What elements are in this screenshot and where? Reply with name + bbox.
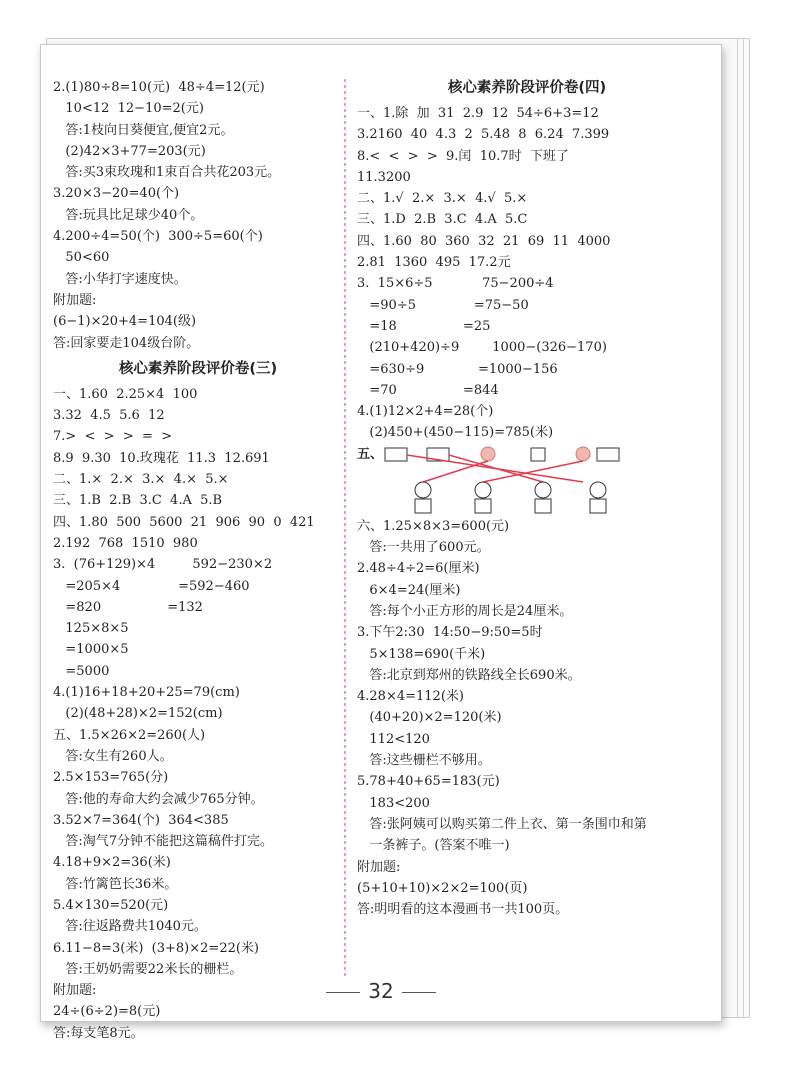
matching-diagram [357, 444, 697, 516]
answer-line: (2)(48+28)×2=152(cm) [53, 706, 223, 722]
answer-line: =820 =132 [53, 599, 203, 615]
matching-lines [383, 444, 643, 516]
answer-line: 8.9 9.30 10.玫瑰花 11.3 12.691 [53, 450, 270, 466]
column-divider [343, 79, 347, 979]
answer-line: (210+420)÷9 1000−(326−170) [357, 340, 607, 356]
answer-line: 答:他的寿命大约会减少765分钟。 [53, 791, 264, 807]
page-number: 32 [368, 979, 394, 1003]
page-number-footer [41, 979, 721, 1003]
answer-line: 2.5×153=765(分) [53, 770, 169, 786]
answer-line: 答:每个小正方形的周长是24厘米。 [357, 603, 573, 619]
answer-line: 附加题: [53, 292, 97, 308]
answer-line: 5×138=690(千米) [357, 646, 486, 662]
exam-title-3: 核心素养阶段评价卷(三) [118, 360, 278, 377]
answer-line: 183<200 [357, 795, 430, 811]
answer-line: 50<60 [53, 250, 110, 266]
answer-line: 答:淘气7分钟不能把这篇稿件打完。 [53, 834, 274, 850]
child-figure-2 [475, 482, 491, 513]
answer-line: 三、1.D 2.B 3.C 4.A 5.C [357, 212, 528, 228]
answer-line: =1000×5 [53, 642, 129, 658]
answer-line: 三、1.B 2.B 3.C 4.A 5.B [53, 493, 223, 509]
left-bottom-lines [53, 384, 343, 1044]
answer-line: 6.11−8=3(米) (3+8)×2=22(米) [53, 940, 260, 956]
answer-line: 答:回家要走104级台阶。 [53, 335, 200, 351]
answer-line: (2)450+(450−115)=785(米) [357, 425, 554, 441]
left-column [53, 77, 343, 1044]
answer-line: 11.3200 [357, 169, 411, 185]
answer-line: 2.81 1360 495 17.2元 [357, 255, 511, 271]
answer-line: 112<120 [357, 731, 430, 747]
answer-line: 6×4=24(厘米) [357, 582, 461, 598]
answer-line: 附加题: [53, 983, 97, 999]
answer-line: 答:一共用了600元。 [357, 540, 490, 556]
right-lines-a [357, 103, 697, 444]
child-figure-4 [590, 482, 606, 513]
answer-line: 125×8×5 [53, 621, 129, 637]
answer-line: 2.48÷4÷2=6(厘米) [357, 561, 480, 577]
answer-line: 4.18+9×2=36(米) [53, 855, 171, 871]
answer-line: 3.2160 40 4.3 2 5.48 8 6.24 7.399 [357, 127, 610, 143]
answer-line: 答:往返路费共1040元。 [53, 919, 207, 935]
answer-line: 答:小华打字速度快。 [53, 271, 187, 287]
answer-line: 7.> < > > = > [53, 429, 173, 445]
answer-line: 四、1.60 80 360 32 21 69 11 4000 [357, 233, 611, 249]
answer-line: (5+10+10)×2×2=100(页) [357, 880, 528, 896]
child-figure-1 [415, 482, 431, 513]
answer-line: 答:玩具比足球少40个。 [53, 207, 204, 223]
answer-line: (2)42×3+77=203(元) [53, 143, 206, 159]
answer-line: =205×4 =592−460 [53, 578, 250, 594]
answer-line: 答:这些栅栏不够用。 [357, 753, 491, 769]
section5-label: 五、 [357, 446, 384, 462]
answer-line: 5.4×130=520(元) [53, 897, 169, 913]
answer-line: 答:张阿姨可以购买第二件上衣、第一条围巾和第 [357, 816, 647, 832]
child-figure-3 [535, 482, 551, 513]
answer-line: 3.20×3−20=40(个) [53, 186, 180, 202]
answer-line: =70 =844 [357, 382, 499, 398]
answer-line: 3.32 4.5 5.6 12 [53, 408, 165, 424]
answer-line: (40+20)×2=120(米) [357, 710, 502, 726]
exam-title-4: 核心素养阶段评价卷(四) [447, 80, 607, 96]
answer-line: 5.78+40+65=183(元) [357, 774, 500, 790]
answer-line: 二、1.× 2.× 3.× 4.× 5.× [53, 472, 229, 488]
answer-line: 3.52×7=364(个) 364<385 [53, 812, 229, 828]
answer-line: 四、1.80 500 5600 21 906 90 0 421 [53, 514, 315, 530]
answer-line: 2.192 768 1510 980 [53, 535, 198, 551]
answer-line: 2.(1)80÷8=10(元) 48÷4=12(元) [53, 80, 265, 95]
answer-line: =90÷5 =75−50 [357, 297, 529, 313]
answer-line: 答:女生有260人。 [53, 748, 173, 764]
answer-line: 答:竹篱笆长36米。 [53, 876, 178, 892]
answer-line: =630÷9 =1000−156 [357, 361, 558, 377]
answer-line: 4.200÷4=50(个) 300÷5=60(个) [53, 229, 263, 245]
answer-line: 六、1.25×8×3=600(元) [357, 518, 510, 534]
answer-line: 二、1.√ 2.× 3.× 4.√ 5.× [357, 191, 528, 207]
answer-line: 24÷(6÷2)=8(元) [53, 1004, 161, 1020]
footer-dash-left [326, 992, 360, 993]
answer-line: 一、1.除 加 31 2.9 12 54÷6+3=12 [357, 106, 599, 121]
left-top-lines [53, 77, 343, 354]
answer-line: 答:北京到郑州的铁路线全长690米。 [357, 667, 581, 683]
answer-line: 一、1.60 2.25×4 100 [53, 386, 198, 402]
answer-line: =18 =25 [357, 318, 491, 334]
right-column [357, 73, 697, 920]
answer-line: 3. (76+129)×4 592−230×2 [53, 557, 273, 573]
answer-line: (6−1)×20+4=104(级) [53, 314, 197, 330]
answer-line: 五、1.5×26×2=260(人) [53, 727, 206, 743]
answer-line: 3. 15×6÷5 75−200÷4 [357, 276, 554, 292]
answer-line: 10<12 12−10=2(元) [53, 101, 204, 117]
answer-page [40, 44, 722, 1041]
answer-line: 3.下午2:30 14:50−9:50=5时 [357, 625, 543, 641]
right-lines-b [357, 516, 697, 921]
answer-line: 答:明明看的这本漫画书一共100页。 [357, 902, 569, 918]
answer-line: 4.(1)16+18+20+25=79(cm) [53, 685, 240, 701]
answer-line: 答:每支笔8元。 [53, 1025, 144, 1041]
answer-line: 附加题: [357, 859, 401, 875]
answer-line: 答:王奶奶需要22米长的栅栏。 [53, 961, 243, 977]
footer-dash-right [402, 992, 436, 993]
answer-line: 答:买3束玫瑰和1束百合共花203元。 [53, 165, 281, 181]
answer-line: 一条裤子。(答案不唯一) [357, 838, 510, 854]
answer-line: =5000 [53, 663, 110, 679]
answer-line: 4.(1)12×2+4=28(个) [357, 404, 494, 420]
answer-line: 答:1枝向日葵便宜,便宜2元。 [53, 122, 234, 138]
answer-line: 4.28×4=112(米) [357, 689, 464, 705]
answer-line: 8.< < > > 9.闰 10.7时 下班了 [357, 148, 569, 164]
